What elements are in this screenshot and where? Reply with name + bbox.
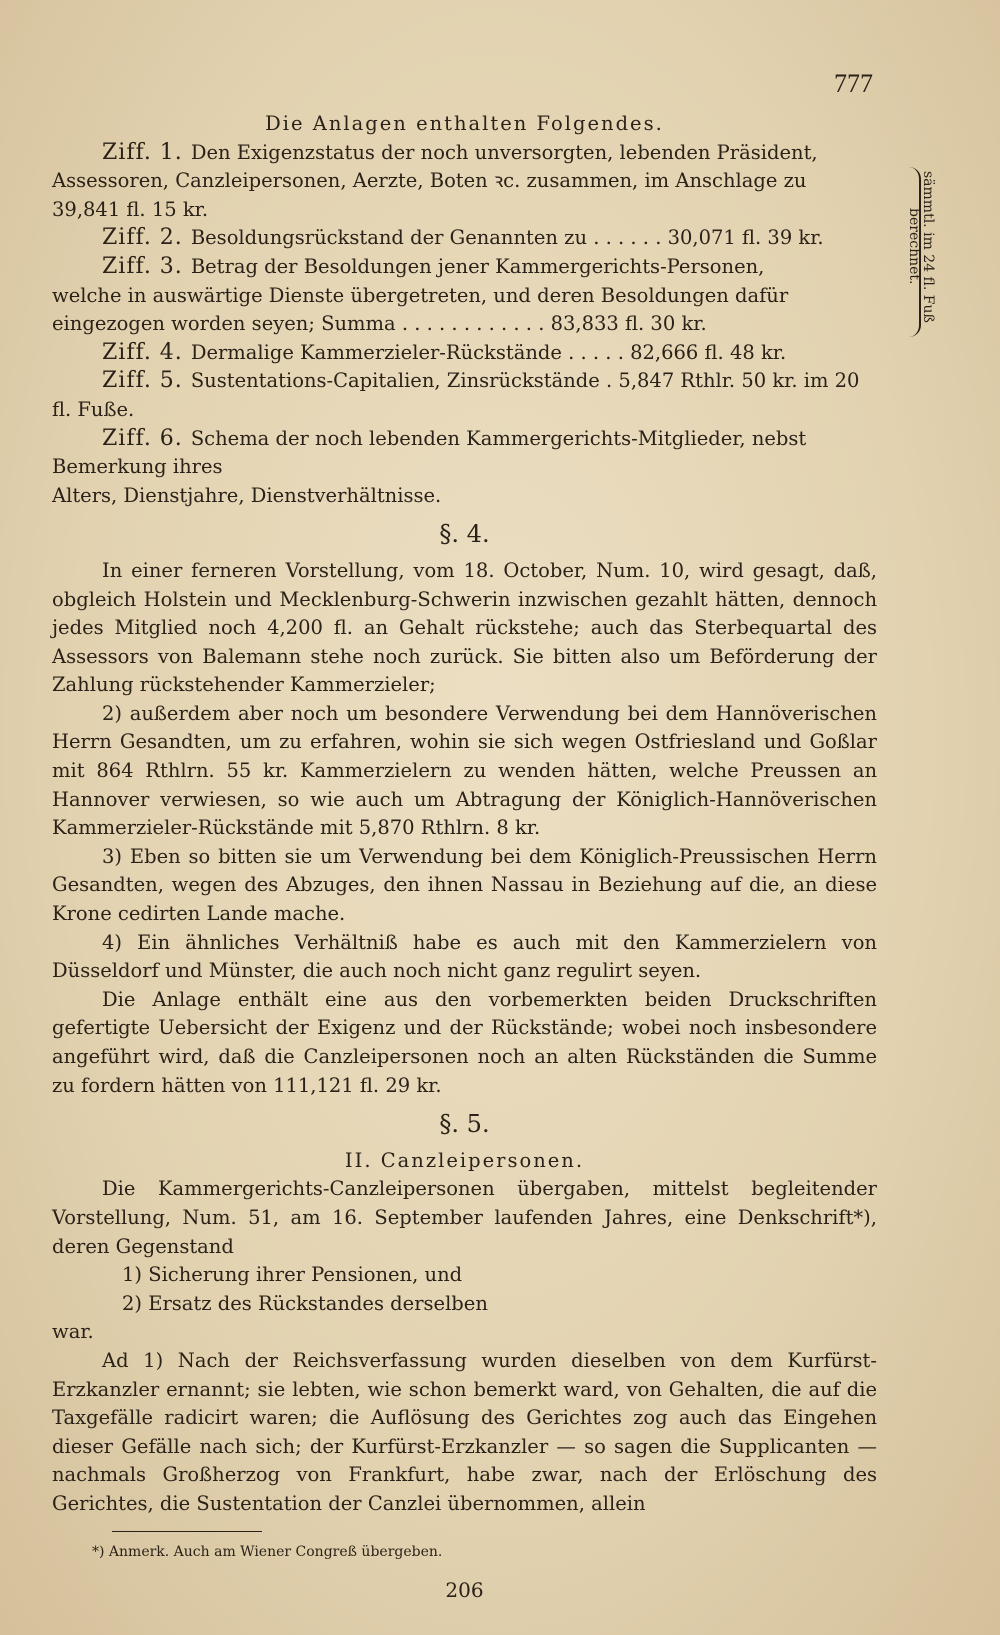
para-5-war: war. — [52, 1320, 94, 1344]
para-4-1: In einer ferneren Vorstellung, vom 18. October, Num. 10, wird gesagt, daß, obgleich Holstein und Mecklenburg-Schwerin inzwischen gezahlt hätten, dennoch jedes Mitglied noch 4,200 fl. an Gehalt rückstehe; auch das Sterbequartal des Assessors von Balemann stehe noch zurück. Sie bitten also um Beförderung der Zahlung rückstehender Kammerzieler; — [52, 558, 877, 697]
para-4-5: Die Anlage enthält eine aus den vorbemerkten beiden Druckschriften gefertigte Uebersicht der Exigenz und der Rückstände; wobei noch insbesondere angeführt wird, daß die Canzleipersonen noch an alten Rückständen die Summe zu fordern hätten von 111,121 fl. 29 kr. — [52, 987, 877, 1097]
side-note: sämmtl. im 24 fl. Fuß berechnet. — [906, 170, 936, 323]
para-4-2: 2) außerdem aber noch um besondere Verwendung bei dem Hannöverischen Herrn Gesandten, um zu erfahren, wohin sie sich wegen Ostfriesland und Goßlar mit 864 Rthlrn. 55 kr. Kammerzielern zu wenden hätten, welche Preussen an Hannover verwiesen, so wie auch um Abtragung der Königlich-Hannöverischen Kammerzieler-Rückstände mit 5,870 Rthlrn. 8 kr. — [52, 701, 877, 840]
footnote: *) Anmerk. Auch am Wiener Congreß übergeben. — [92, 1543, 443, 1560]
para-5-item-1: 1) Sicherung ihrer Pensionen, und — [122, 1263, 463, 1287]
section-4-title: §. 4. — [439, 520, 490, 549]
para-4-4: 4) Ein ähnliches Verhältniß habe es auch mit den Kammerzielern von Düsseldorf und Münster, die auch noch nicht ganz regulirt seyen. — [52, 930, 877, 983]
para-4-3: 3) Eben so bitten sie um Verwendung bei dem Königlich-Preussischen Herrn Gesandten, wegen des Abzuges, den ihnen Nassau in Beziehung auf die, an diese Krone cedirten Lande mache. — [52, 844, 877, 926]
ziff-3: Ziff. 3. Betrag der Besoldungen jener Kammergerichts-Personen, — [102, 253, 765, 279]
ziff-3-cont2: eingezogen worden seyen; Summa . . . . . . . . . . . . 83,833 fl. 30 kr. — [52, 312, 707, 336]
para-5-2: Ad 1) Nach der Reichsverfassung wurden dieselben von dem Kurfürst-Erzkanzler ernannt; sie lebten, wie schon bemerkt ward, von Gehalten, die auf die Taxgefälle radicirt waren; die Auflösung des Gerichtes zog auch das Eingehen dieser Gefälle nach sich; der Kurfürst-Erzkanzler — so sagen die Supplicanten — nachmals Großherzog von Frankfurt, habe zwar, nach der Erlöschung des Gerichtes, die Sustentation der Canzlei übernommen, allein — [52, 1348, 877, 1515]
ziff-6-cont: Alters, Dienstjahre, Dienstverhältnisse. — [52, 483, 442, 507]
footnote-rule — [112, 1531, 262, 1532]
ziff-2: Ziff. 2. Besoldungsrückstand der Genannten zu . . . . . . 30,071 fl. 39 kr. — [102, 225, 824, 251]
ziff-1: Ziff. 1. Den Exigenzstatus der noch unversorgten, lebenden Präsident, — [102, 139, 818, 165]
ziff-1-cont: Assessoren, Canzleipersonen, Aerzte, Boten ꝛc. zusammen, im Anschlage zu 39,841 fl. 15 kr. — [52, 169, 807, 221]
para-5-item-2: 2) Ersatz des Rückstandes derselben — [122, 1291, 488, 1315]
ziff-4: Ziff. 4. Dermalige Kammerzieler-Rückstände . . . . . 82,666 fl. 48 kr. — [102, 339, 787, 365]
ziff-5: Ziff. 5. Sustentations-Capitalien, Zinsrückstände . 5,847 Rthlr. 50 kr. im 20 fl. Fuße. — [52, 368, 860, 421]
document-body — [52, 110, 936, 1605]
section-5-heading: II. Canzleipersonen. — [344, 1148, 585, 1172]
section-5-title: §. 5. — [439, 1110, 490, 1139]
para-5-1: Die Kammergerichts-Canzleipersonen übergaben, mittelst begleitender Vorstellung, Num. 51, am 16. September laufenden Jahres, eine Denkschrift*), deren Gegenstand — [52, 1177, 877, 1258]
ziff-6: Ziff. 6. Schema der noch lebenden Kammergerichts-Mitglieder, nebst Bemerkung ihres — [52, 425, 807, 479]
ziff-3-cont: welche in auswärtige Dienste übergetreten, und deren Besoldungen dafür — [52, 283, 789, 307]
annex-heading: Die Anlagen enthalten Folgendes. — [265, 112, 664, 135]
page-number: 777 — [834, 69, 873, 98]
signature-mark: 206 — [445, 1578, 484, 1603]
ziff-list — [52, 139, 936, 511]
